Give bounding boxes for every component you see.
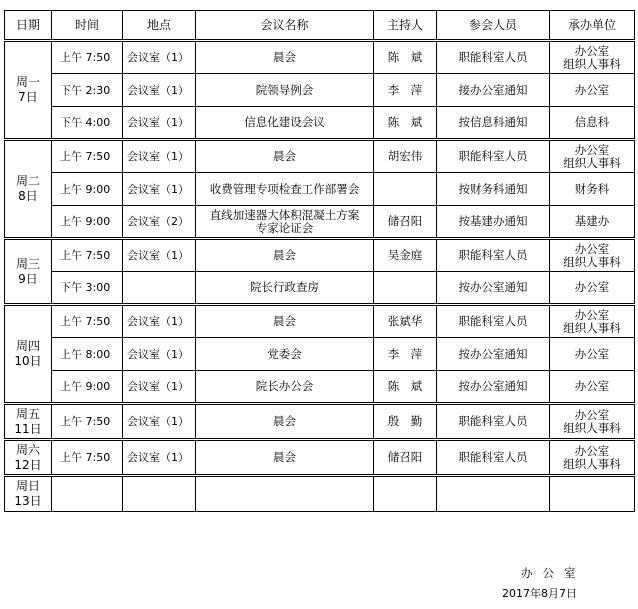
- room-cell: 会议室（1）: [123, 338, 196, 371]
- room-cell: 会议室（1）: [123, 74, 196, 107]
- day-cell: [5, 41, 52, 140]
- host-cell: 陈 斌: [374, 41, 437, 74]
- organizer-cell: [550, 440, 635, 476]
- attendees-cell: 接办公室通知: [437, 74, 550, 107]
- room-cell: 会议室（1）: [123, 140, 196, 173]
- table-row: [5, 476, 635, 512]
- meeting-name: 晨会: [273, 450, 296, 464]
- organizer-cell: [550, 173, 635, 206]
- day-date: 8日: [18, 189, 38, 203]
- header-time: 时间: [52, 11, 123, 41]
- host-cell: 陈 斌: [374, 371, 437, 404]
- attendees-cell: 职能科室人员: [437, 239, 550, 272]
- day-date: 10日: [14, 354, 42, 368]
- meeting-cell: [196, 74, 374, 107]
- organizer-cell: [550, 140, 635, 173]
- attendees-cell: 按基建办通知: [437, 206, 550, 239]
- organizer-line: 办公室: [574, 82, 610, 97]
- host-cell: 李 萍: [374, 338, 437, 371]
- meeting-name: 收费管理专项检查工作部署会: [209, 181, 360, 196]
- host-cell: 储召阳: [374, 206, 437, 239]
- organizer-line: 办公室: [574, 280, 610, 294]
- attendees-cell: 按办公室通知: [437, 371, 550, 404]
- time-cell: 上午 7:50: [52, 440, 123, 476]
- table-row: [5, 74, 635, 107]
- time-cell: 上午 7:50: [52, 41, 123, 74]
- meeting-cell: [196, 107, 374, 140]
- organizer-line: 办公室: [574, 407, 610, 422]
- attendees-cell: [437, 476, 550, 512]
- room-cell: [123, 272, 196, 305]
- room-cell: 会议室（1）: [123, 404, 196, 440]
- header-attendees: 参会人员: [437, 11, 550, 41]
- day-cell: [5, 404, 52, 440]
- room-cell: 会议室（1）: [123, 371, 196, 404]
- meeting-name: 晨会: [273, 149, 296, 163]
- organizer-line: 办公室: [574, 43, 610, 58]
- table-row: [5, 173, 635, 206]
- day-name: 周六: [15, 442, 40, 457]
- day-date: 9日: [18, 271, 38, 286]
- organizer-cell: [550, 476, 635, 512]
- organizer-cell: [550, 41, 635, 74]
- meeting-cell: [196, 404, 374, 440]
- host-cell: 陈 斌: [374, 107, 437, 140]
- organizer-line: 基建办: [574, 214, 610, 228]
- organizer-line: 办公室: [574, 443, 610, 458]
- header-organizer: 承办单位: [550, 11, 635, 41]
- table-row: [5, 140, 635, 173]
- day-name: 周日: [15, 479, 40, 493]
- day-name: 周三: [15, 256, 40, 271]
- attendees-cell: 按财务科通知: [437, 173, 550, 206]
- footer-date: 2017年8月7日: [502, 587, 577, 600]
- header-meeting: 会议名称: [196, 11, 374, 41]
- meeting-cell: [196, 476, 374, 512]
- header-row: [5, 11, 635, 41]
- day-date: 13日: [14, 494, 42, 508]
- host-cell: 张斌华: [374, 305, 437, 338]
- day-name: 周二: [15, 174, 40, 188]
- time-cell: [52, 476, 123, 512]
- organizer-cell: [550, 206, 635, 239]
- meeting-cell: [196, 371, 374, 404]
- day-cell: [5, 476, 52, 512]
- day-name: 周四: [15, 339, 40, 353]
- time-cell: 上午 9:00: [52, 206, 123, 239]
- table-row: [5, 305, 635, 338]
- meeting-schedule-table: [4, 10, 635, 512]
- organizer-line: 办公室: [574, 142, 610, 157]
- footer-office: 办公室: [521, 566, 586, 580]
- organizer-line: 办公室: [574, 241, 610, 256]
- table-row: [5, 338, 635, 371]
- table-row: [5, 239, 635, 272]
- attendees-cell: 职能科室人员: [437, 440, 550, 476]
- table-row: [5, 41, 635, 74]
- time-cell: 下午 4:00: [52, 107, 123, 140]
- room-cell: 会议室（1）: [123, 173, 196, 206]
- meeting-name: 晨会: [273, 414, 296, 428]
- attendees-cell: 按办公室通知: [437, 338, 550, 371]
- meeting-name: 晨会: [273, 248, 296, 262]
- room-cell: [123, 476, 196, 512]
- day-cell: [5, 140, 52, 239]
- meeting-name: 党委会: [267, 346, 302, 361]
- room-cell: 会议室（1）: [123, 305, 196, 338]
- organizer-cell: [550, 305, 635, 338]
- organizer-cell: [550, 272, 635, 305]
- meeting-name: 院长办公会: [255, 379, 314, 393]
- host-cell: 吴金庭: [374, 239, 437, 272]
- organizer-line: 组织人事科: [563, 420, 621, 435]
- meeting-cell: [196, 140, 374, 173]
- attendees-cell: 职能科室人员: [437, 41, 550, 74]
- host-cell: 储召阳: [374, 440, 437, 476]
- room-cell: 会议室（1）: [123, 107, 196, 140]
- room-cell: 会议室（1）: [123, 440, 196, 476]
- table-row: [5, 272, 635, 305]
- day-cell: [5, 239, 52, 305]
- header-date: 日期: [5, 11, 52, 41]
- time-cell: 上午 9:00: [52, 173, 123, 206]
- header-location: 地点: [123, 11, 196, 41]
- time-cell: 上午 8:00: [52, 338, 123, 371]
- meeting-cell: [196, 440, 374, 476]
- organizer-cell: [550, 74, 635, 107]
- table-row: [5, 404, 635, 440]
- table-row: [5, 371, 635, 404]
- meeting-name: 直线加速器大体积混凝土方案: [209, 207, 360, 222]
- time-cell: 上午 9:00: [52, 371, 123, 404]
- organizer-cell: [550, 371, 635, 404]
- meeting-cell: [196, 41, 374, 74]
- room-cell: 会议室（1）: [123, 239, 196, 272]
- time-cell: 下午 3:00: [52, 272, 123, 305]
- host-cell: [374, 173, 437, 206]
- organizer-line: 组织人事科: [563, 254, 621, 269]
- organizer-line: 信息科: [574, 115, 610, 129]
- meeting-cell: [196, 173, 374, 206]
- meeting-cell: [196, 206, 374, 239]
- day-name: 周一: [15, 75, 40, 89]
- organizer-line: 组织人事科: [563, 456, 621, 471]
- time-cell: 上午 7:50: [52, 305, 123, 338]
- day-date: 7日: [18, 90, 38, 104]
- organizer-line: 组织人事科: [563, 320, 621, 335]
- organizer-line: 办公室: [574, 307, 610, 322]
- time-cell: 下午 2:30: [52, 74, 123, 107]
- meeting-name: 院领导例会: [255, 82, 314, 97]
- meeting-cell: [196, 338, 374, 371]
- table-row: [5, 440, 635, 476]
- day-cell: [5, 305, 52, 404]
- organizer-cell: [550, 404, 635, 440]
- table-row: [5, 107, 635, 140]
- time-cell: 上午 7:50: [52, 140, 123, 173]
- meeting-cell: [196, 305, 374, 338]
- host-cell: 李 萍: [374, 74, 437, 107]
- attendees-cell: 职能科室人员: [437, 140, 550, 173]
- meeting-cell: [196, 272, 374, 305]
- day-cell: [5, 440, 52, 476]
- attendees-cell: 职能科室人员: [437, 305, 550, 338]
- meeting-name: 信息化建设会议: [244, 115, 325, 129]
- organizer-line: 财务科: [574, 181, 610, 196]
- attendees-cell: 职能科室人员: [437, 404, 550, 440]
- room-cell: 会议室（1）: [123, 41, 196, 74]
- attendees-cell: 按信息科通知: [437, 107, 550, 140]
- day-date: 12日: [14, 457, 42, 472]
- time-cell: 上午 7:50: [52, 239, 123, 272]
- time-cell: 上午 7:50: [52, 404, 123, 440]
- organizer-cell: [550, 338, 635, 371]
- organizer-cell: [550, 239, 635, 272]
- organizer-line: 办公室: [574, 346, 610, 361]
- host-cell: [374, 272, 437, 305]
- organizer-line: 组织人事科: [563, 56, 621, 71]
- host-cell: 胡宏伟: [374, 140, 437, 173]
- meeting-name: 专家论证会: [255, 220, 314, 235]
- room-cell: 会议室（2）: [123, 206, 196, 239]
- host-cell: [374, 476, 437, 512]
- attendees-cell: 按办公室通知: [437, 272, 550, 305]
- day-name: 周五: [15, 406, 40, 421]
- day-date: 11日: [14, 421, 42, 436]
- organizer-line: 办公室: [574, 379, 610, 393]
- meeting-cell: [196, 239, 374, 272]
- meeting-name: 院长行政查房: [250, 280, 319, 294]
- meeting-name: 晨会: [273, 314, 296, 328]
- table-row: [5, 206, 635, 239]
- meeting-name: 晨会: [273, 50, 296, 64]
- organizer-cell: [550, 107, 635, 140]
- header-host: 主持人: [374, 11, 437, 41]
- host-cell: 殷 勤: [374, 404, 437, 440]
- organizer-line: 组织人事科: [563, 155, 621, 170]
